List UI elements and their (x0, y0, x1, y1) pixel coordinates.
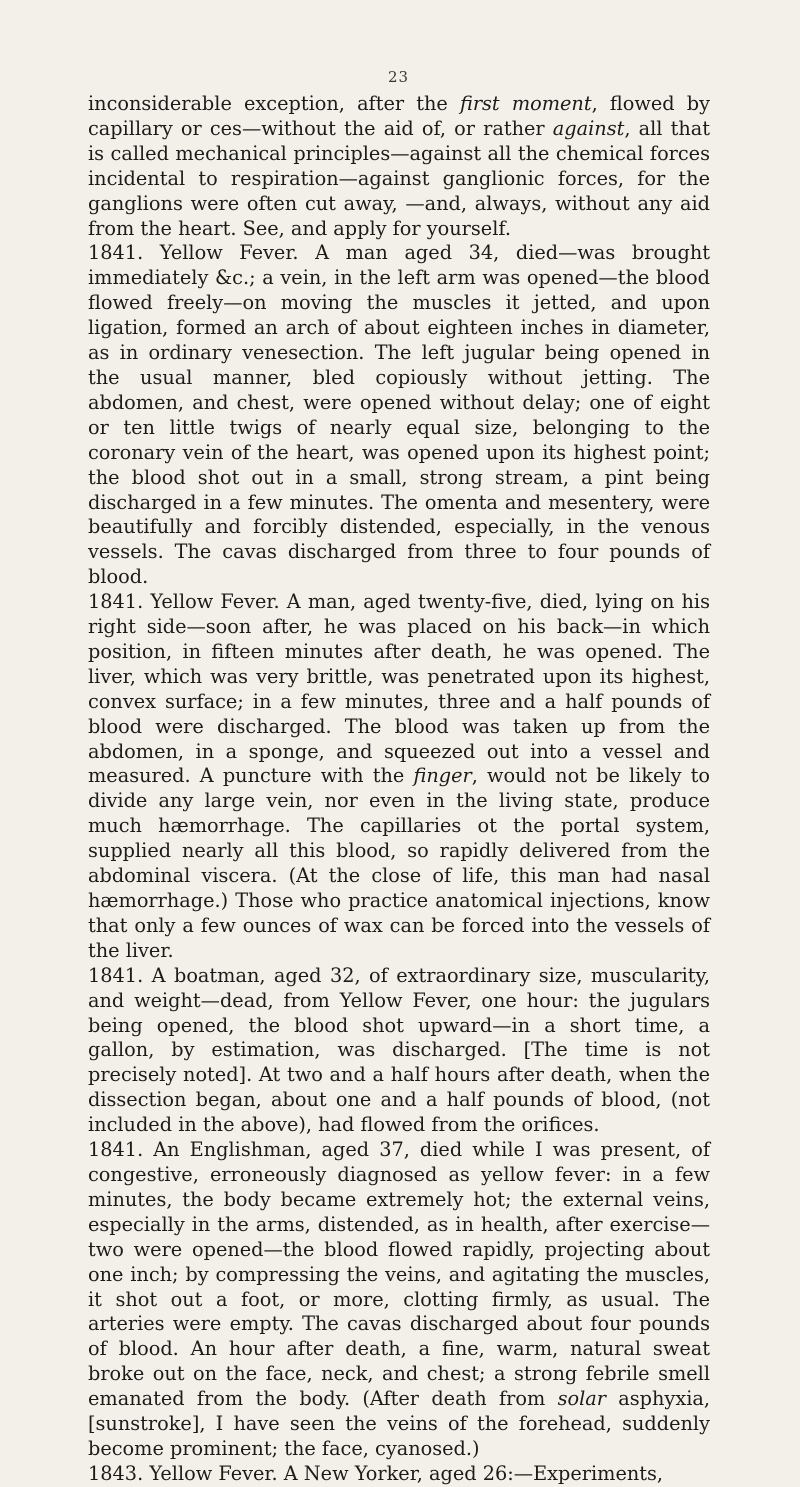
page-number: 23 (388, 68, 410, 86)
text-segment: , all that is called mechanical principles—against all the chemical forces incidental to respiration—against ganglionic forces, for the ganglions were often cut away, —and, always, without any aid from the heart. See, and apply for yourself. (88, 116, 710, 240)
text-segment: asphyxia, [sunstroke], I have seen the veins of the forehead, suddenly become prominent; the face, cyanosed.) (88, 1387, 710, 1460)
italic-text-segment: first moment (459, 92, 592, 115)
paragraph-case-2 (88, 590, 710, 964)
body-text (88, 92, 710, 1487)
paragraph-case-4 (88, 1138, 710, 1462)
italic-text-segment: against (552, 116, 625, 140)
text-segment: 1841. A boatman, aged 32, of extraordinary size, muscularity, and weight—dead, from Yellow Fever, one hour: the jugulars being opened, the blood shot upward—in a short time, a gallon, by estimation, was discharged. [The time is not precisely noted]. At two and a half hours after death, when the dissection began, about one and a half pounds of blood, (not included in the above), had flowed from the orifices. (88, 963, 710, 1137)
text-segment: 1841. Yellow Fever. A man, aged twenty-five, died, lying on his right side—soon after, he was placed on his back—in which position, in fifteen minutes after death, he was opened. The liver, which was very brittle, was penetrated upon its highest, convex surface; in a few minutes, three and a half pounds of blood were discharged. The blood was taken up from the abdomen, in a sponge, and squeezed out into a vessel and measured. A puncture with the (88, 590, 710, 788)
paragraph-case-3 (88, 964, 710, 1138)
text-segment: 1841. An Englishman, aged 37, died while I was present, of congestive, erroneously diagnosed as yellow fever: in a few minutes, the body became extremely hot; the external veins, especially in the arms, distended, as in health, after exercise—two were opened—the blood flowed rapidly, projecting about one inch; by compressing the veins, and agitating the muscles, it shot out a foot, or more, clotting firmly, as usual. The arteries were empty. The cavas discharged about four pounds of blood. An hour after death, a fine, warm, natural sweat broke out on the face, neck, and chest; a strong febrile smell emanated from the body. (After death from (88, 1138, 710, 1411)
italic-text-segment: solar (557, 1387, 606, 1411)
paragraph-case-1 (88, 241, 710, 590)
text-segment: , would not be likely to divide any large vein, nor even in the living state, produce much hæmorrhage. The capillaries ot the portal system, supplied nearly all this blood, so rapidly delivered from the abdominal viscera. (At the close of life, this man had nasal hæmorrhage.) Those who practice anatomical injections, know that only a few ounces of wax can be forced into the vessels of the liver. (88, 764, 711, 962)
text-segment: , flowed by capillary or ces—without the aid of, or rather (88, 92, 710, 140)
text-segment: 1841. Yellow Fever. A man aged 34, died—was brought immediately &c.; a vein, in the left arm was opened—the blood flowed freely—on moving the muscles it jetted, and upon ligation, formed an arch of about eighteen inches in diameter, as in ordinary venesection. The left jugular being opened in the usual manner, bled copiously without jetting. The abdomen, and chest, were opened without delay; one of eight or ten little twigs of nearly equal size, belonging to the coronary vein of the heart, was opened upon its highest point; the blood shot out in a small, strong stream, a pint being discharged in a few minutes. The omenta and mesentery, were beautifully and forcibly distended, especially, in the venous vessels. The cavas discharged from three to four pounds of blood. (88, 241, 710, 589)
italic-text-segment: finger (413, 764, 472, 788)
paragraph-case-5 (88, 1462, 710, 1487)
paragraph-continuation (88, 92, 710, 241)
text-segment: inconsiderable exception, after the (88, 92, 460, 115)
text-segment: 1843. Yellow Fever. A New Yorker, aged 26:—Experiments, (88, 1461, 664, 1485)
